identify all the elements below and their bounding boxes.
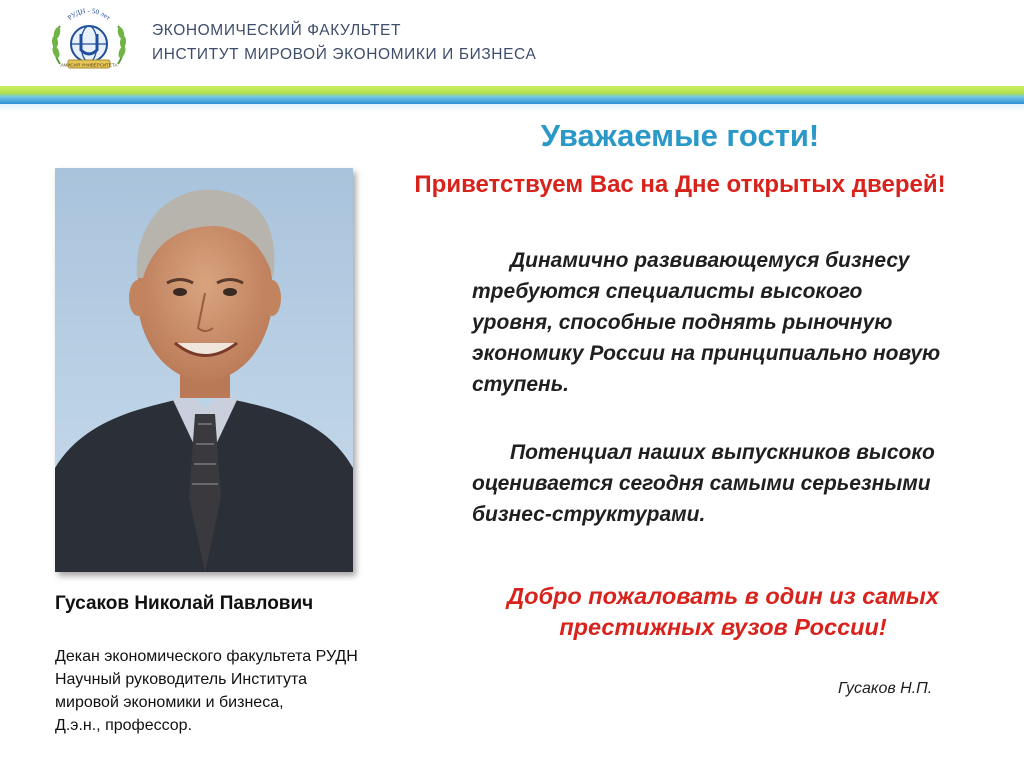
welcome-message: Добро пожаловать в один из самых престижных вузов России! [507,583,939,640]
header-stripe [0,86,1024,104]
bio-line: Д.э.н., профессор. [55,717,193,734]
paragraph-graduates: Потенциал наших выпускников высоко оценивается сегодня самыми серьезными бизнес-структурами. [472,441,935,526]
institute-name: ИНСТИТУТ МИРОВОЙ ЭКОНОМИКИ И БИЗНЕСА [152,46,537,63]
bio-line: Декан экономического факультета РУДН [55,648,358,665]
page-title: Уважаемые гости! [540,118,820,153]
svg-text:РУДН - 50 лет [66,7,112,22]
logo-ribbon-text: АМИСИЯ УНИВЕРСИТЕТА [60,62,118,68]
logo-arc-text: РУДН - 50 лет [66,6,113,22]
bio-line: мировой экономики и бизнеса, [55,694,284,711]
person-name: Гусаков Николай Павлович [55,593,314,614]
bio-line: Научный руководитель Института [55,671,308,688]
faculty-name: ЭКОНОМИЧЕСКИЙ ФАКУЛЬТЕТ [152,22,402,39]
header-stripe-fade [0,104,1024,112]
portrait-photo [55,168,353,572]
signature: Гусаков Н.П. [838,680,933,697]
rudn-emblem-icon [48,4,130,76]
person-bio [55,645,358,737]
header [0,0,1024,92]
greeting-heading: Приветствуем Вас на Дне открытых дверей! [414,171,946,198]
paragraph-business: Динамично развивающемуся бизнесу требуются специалисты высокого уровня, способные поднять рыночную экономику России на принципиально новую ступень. [472,249,941,396]
